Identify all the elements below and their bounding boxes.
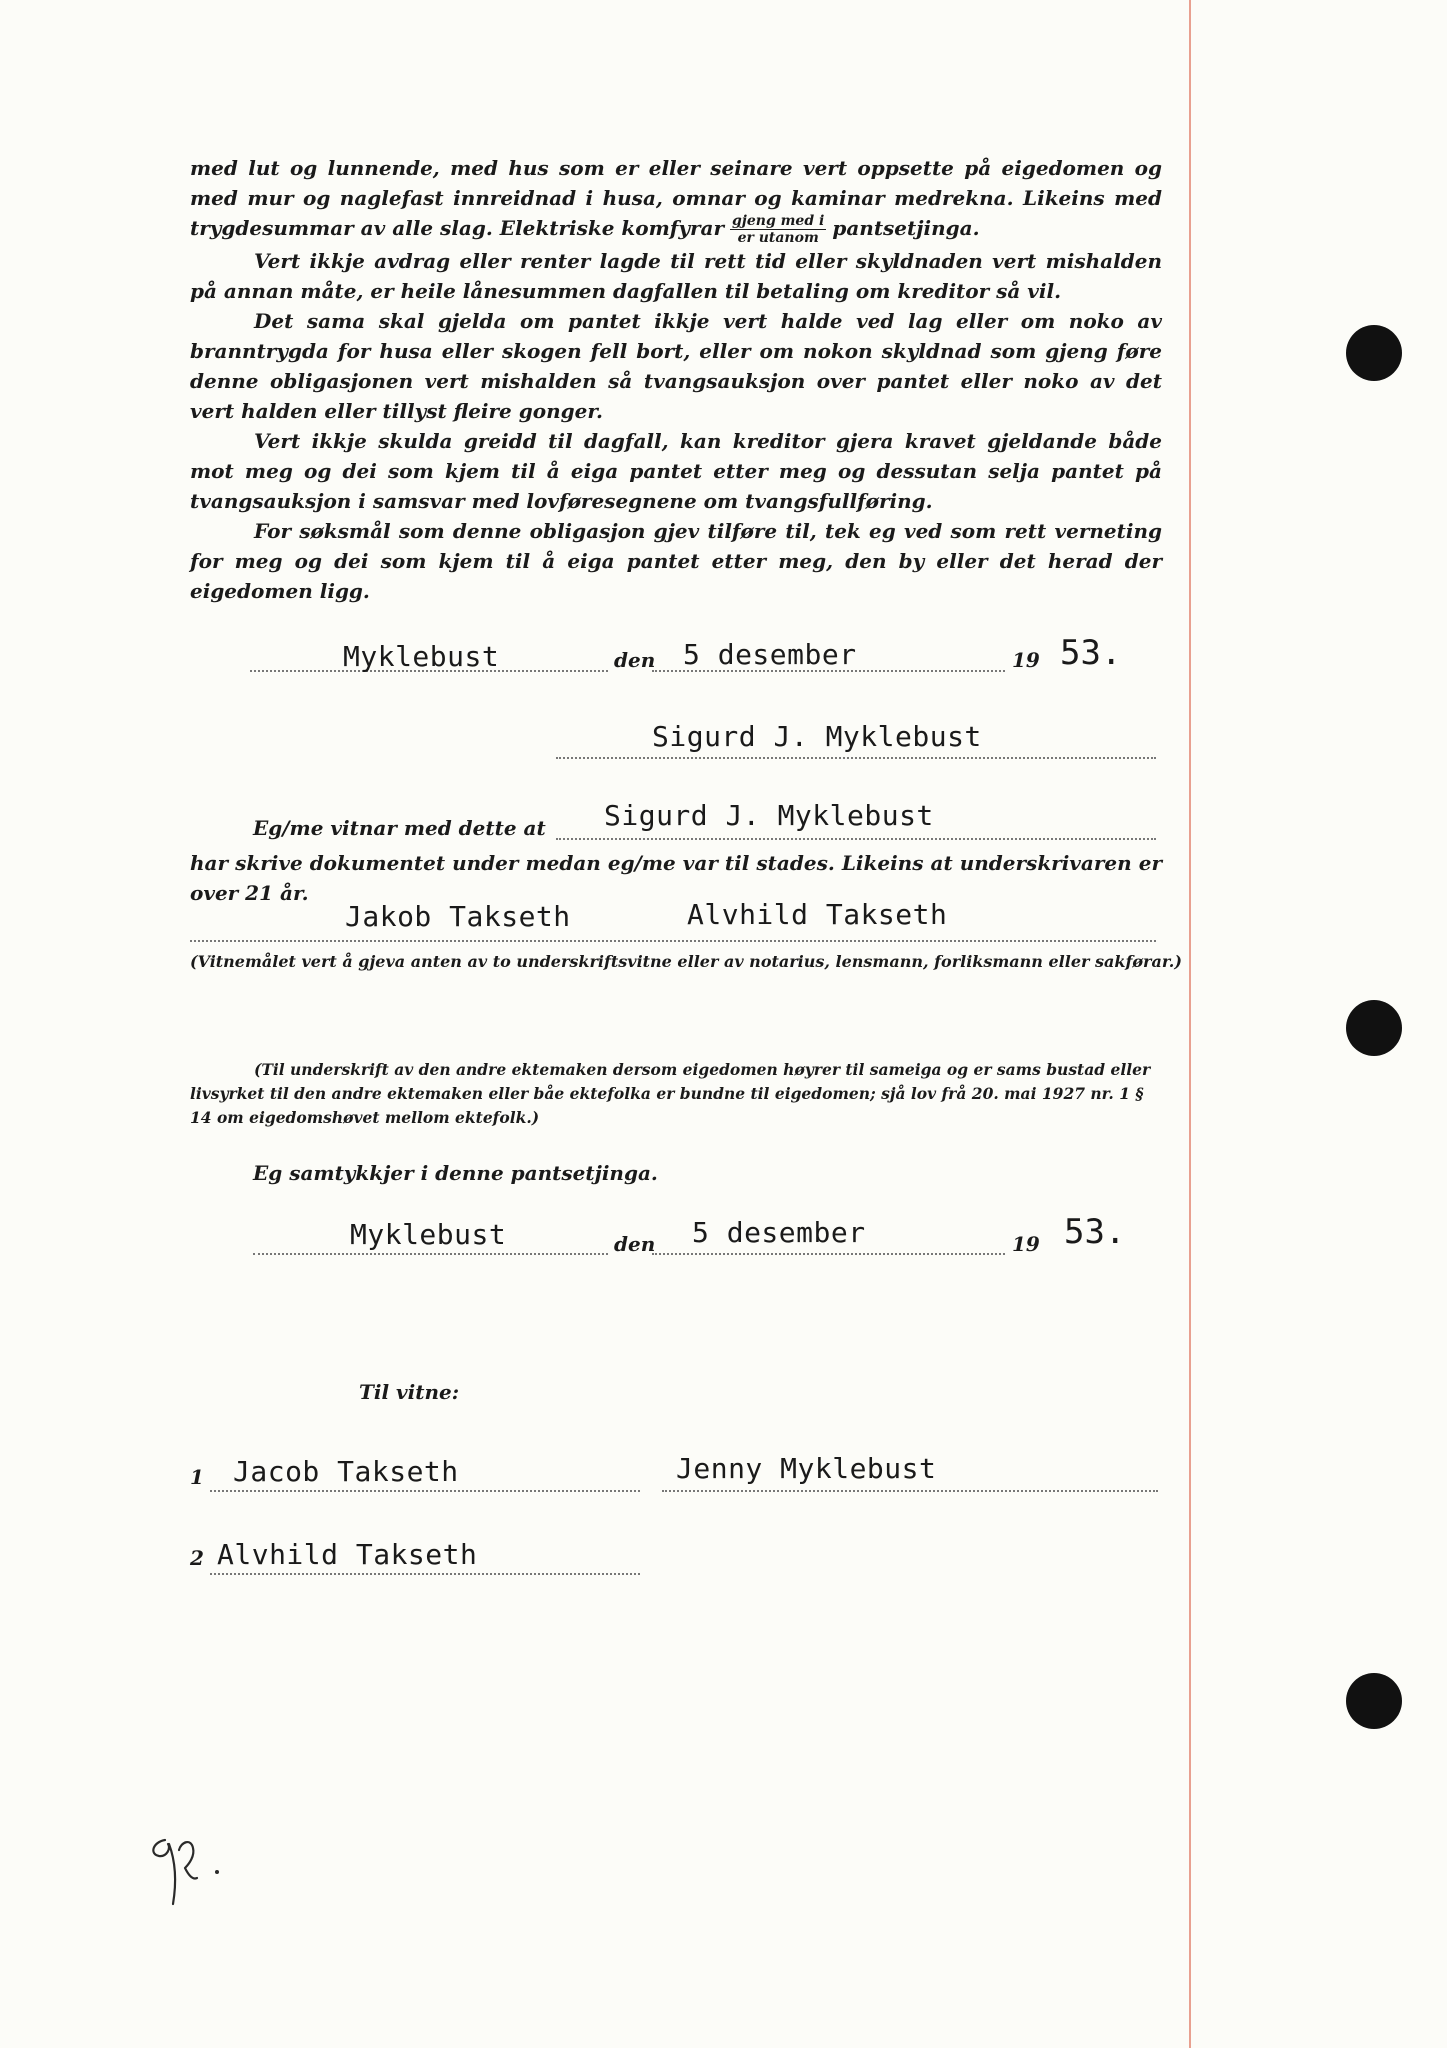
dotted-line — [253, 1253, 608, 1255]
paragraph-1: med lut og lunnende, med hus som er eller seinare vert oppsette på eigedomen og med mur og naglefast innreidnad i husa, omnar og kaminar medrekna. Likeins med trygdesummar av alle slag. Elektriske komfyrar $\frac{\text{gjeng med i}}{\text{er utanom}}$ pantsetjinga. — [190, 156, 1162, 246]
consent-text: Eg samtykkjer i denne pantsetjinga. — [253, 1161, 658, 1185]
til-vitne-name-2: Alvhild Takseth — [217, 1538, 478, 1571]
year-suffix: 53. — [1064, 1212, 1126, 1252]
handwritten-initials — [135, 1820, 225, 1910]
fraction-option: $\frac{\text{gjeng med i}}{\text{er utanom}}$ — [732, 213, 825, 246]
year-suffix: 53. — [1060, 633, 1122, 673]
dotted-line — [210, 1573, 640, 1575]
dotted-line — [662, 1490, 1158, 1492]
punch-hole — [1346, 325, 1402, 381]
spouse-note: (Til underskrift av den andre ektemaken dersom eigedomen høyrer til sameiga og er sams bustad eller livsyrket til den andre ektemaken eller båe ektefolka er bundne til eigedomen; sjå lov frå 20. mai 1927 nr. 1 § 14 om eigedomshøvet mellom ektefolk.) — [190, 1060, 1151, 1127]
paragraph-5: For søksmål som denne obligasjon gjev tilføre til, tek eg ved som rett verneting for meg og dei som kjem til å eiga pantet etter meg, den by eller det herad der eigedomen ligg. — [190, 519, 1162, 603]
witness-1: Jakob Takseth — [345, 900, 571, 933]
dotted-line — [556, 838, 1156, 840]
place-field: Myklebust — [350, 1218, 507, 1251]
witness-number-1: 1 — [190, 1465, 204, 1489]
year-prefix: 19 — [1012, 648, 1040, 672]
signature-1: Sigurd J. Myklebust — [652, 720, 982, 753]
paragraph-2: Vert ikkje avdrag eller renter lagde til rett tid eller skyldnaden vert mishalden på annan måte, er heile lånesummen dagfallen til betaling om kreditor så vil. — [190, 249, 1162, 303]
til-vitne-name-1: Jacob Takseth — [233, 1455, 459, 1488]
dotted-line — [190, 940, 1156, 942]
year-prefix: 19 — [1012, 1232, 1040, 1256]
date-field: 5 desember — [692, 1216, 866, 1249]
place-field: Myklebust — [343, 640, 500, 673]
til-vitne-label: Til vitne: — [359, 1380, 460, 1404]
punch-hole — [1346, 1673, 1402, 1729]
date-field: 5 desember — [683, 638, 857, 671]
paragraph-4: Vert ikkje skulda greidd til dagfall, kan kreditor gjera kravet gjeldande både mot meg og dei som kjem til å eiga pantet etter meg og dessutan selja pantet på tvangsauksjon i samsvar med lovføresegnene om tvangsfullføring. — [190, 429, 1162, 513]
paragraph-3: Det sama skal gjelda om pantet ikkje vert halde ved lag eller om noko av branntrygda for husa eller skogen fell bort, eller om nokon skyldnad som gjeng føre denne obligasjonen vert mishalden så tvangsauksjon over pantet eller noko av det vert halden eller tillyst fleire gonger. — [190, 309, 1162, 423]
margin-rule — [1189, 0, 1191, 2048]
body-text — [190, 153, 1162, 606]
witness-text: har skrive dokumentet under medan eg/me var til stades. Likeins at underskrivaren er over 21 år. — [190, 851, 1162, 905]
punch-hole — [1346, 1000, 1402, 1056]
dotted-line — [556, 757, 1156, 759]
witness-2: Alvhild Takseth — [687, 898, 948, 931]
dotted-line — [210, 1490, 640, 1492]
witness-note: (Vitnemålet vert å gjeva anten av to underskriftsvitne eller av notarius, lensmann, forliksmann eller sakførar.) — [190, 952, 1182, 971]
witness-number-2: 2 — [190, 1546, 204, 1570]
den-label: den — [614, 1232, 656, 1256]
signer-name: Jenny Myklebust — [676, 1452, 937, 1485]
witness-attested-name: Sigurd J. Myklebust — [604, 799, 934, 832]
den-label: den — [614, 648, 656, 672]
dotted-line — [652, 1253, 1005, 1255]
witness-intro: Eg/me vitnar med dette at — [253, 816, 546, 840]
